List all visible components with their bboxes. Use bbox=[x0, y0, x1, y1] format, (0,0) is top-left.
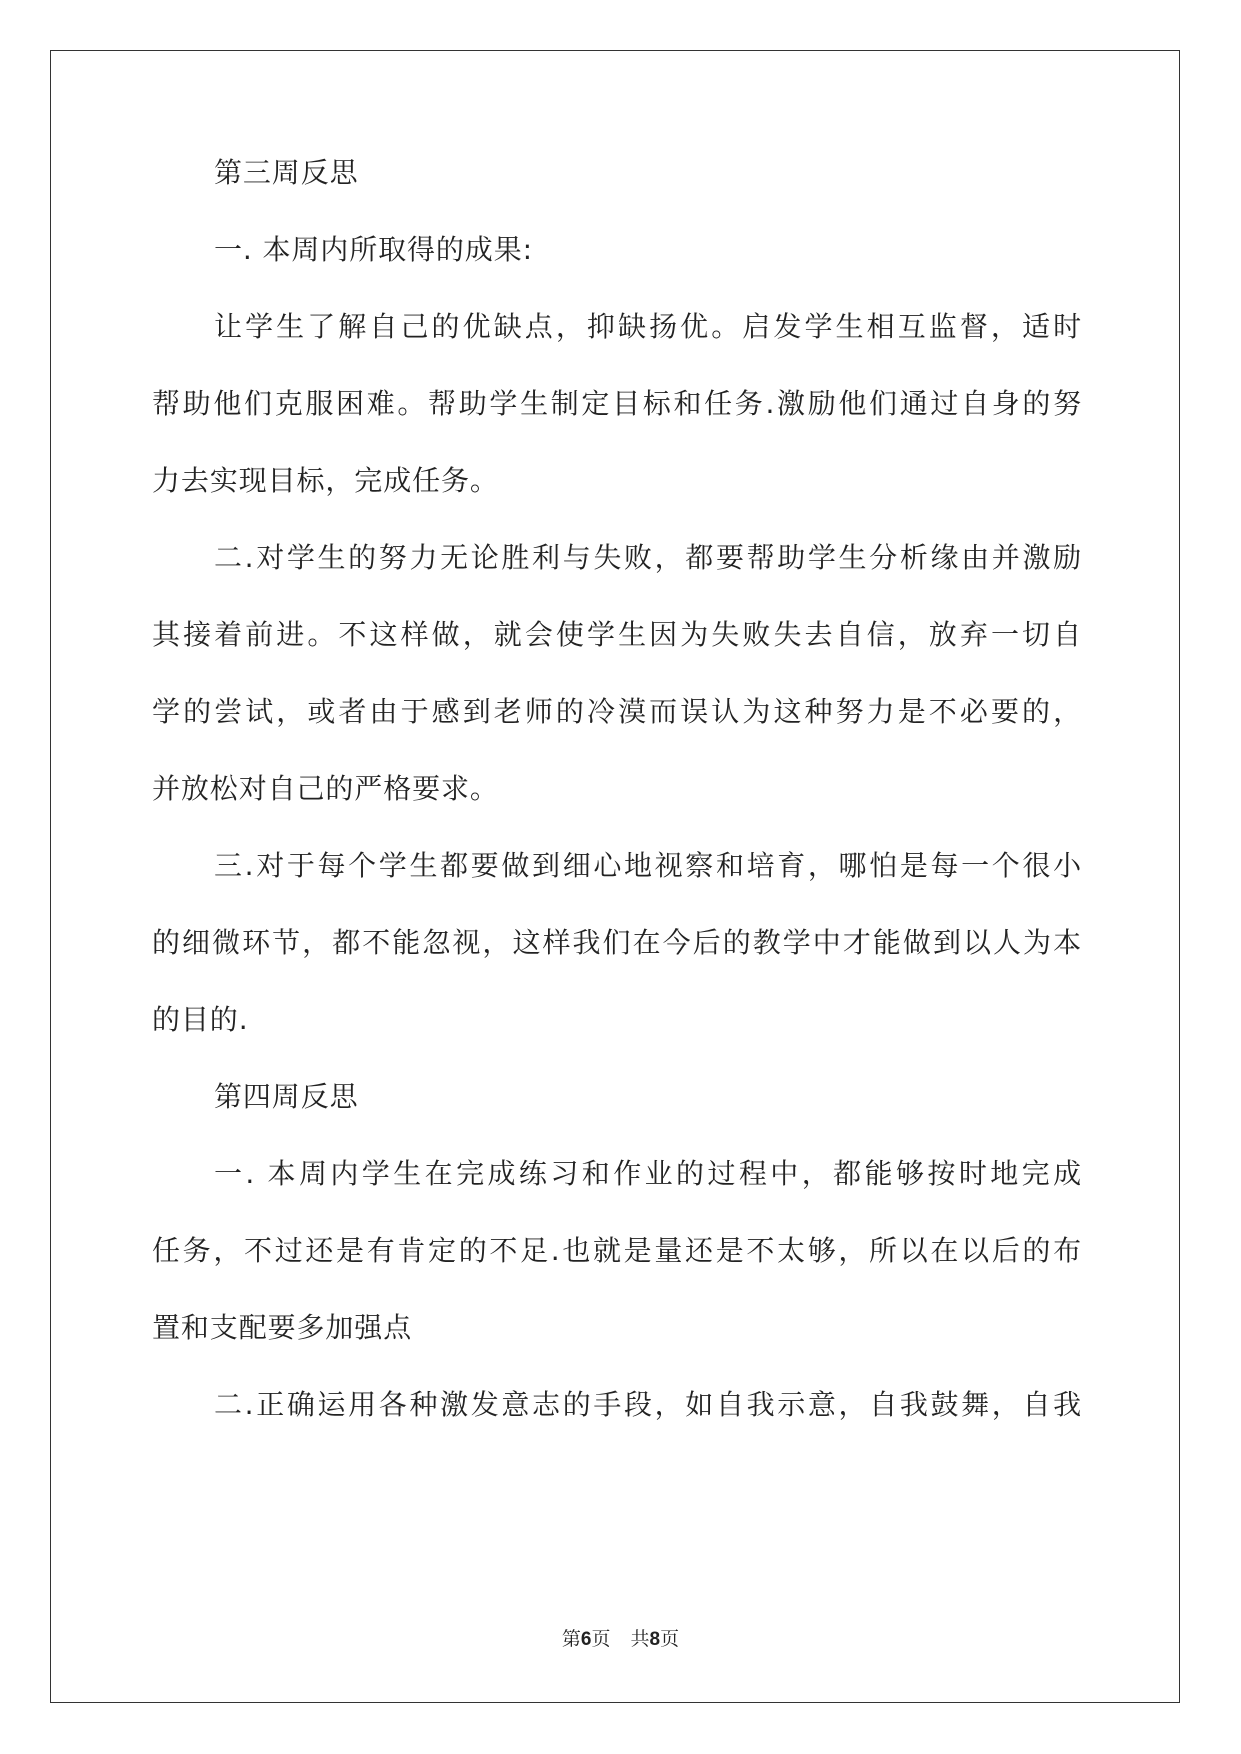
page-suffix: 页 bbox=[591, 1628, 611, 1650]
paragraph-line: 任务，不过还是有肯定的不足.也就是量还是不太够，所以在以后的布 bbox=[152, 1234, 1082, 1267]
total-prefix: 共 bbox=[630, 1628, 650, 1650]
paragraph-line: 帮助他们克服困难。帮助学生制定目标和任务.激励他们通过自身的努 bbox=[152, 387, 1082, 420]
paragraph-line: 的目的. bbox=[152, 1003, 249, 1036]
total-suffix: 页 bbox=[660, 1628, 680, 1650]
page-total: 8 bbox=[649, 1629, 661, 1650]
paragraph-line: 二.正确运用各种激发意志的手段，如自我示意，自我鼓舞，自我 bbox=[214, 1388, 1082, 1421]
paragraph-line: 的细微环节，都不能忽视，这样我们在今后的教学中才能做到以人为本 bbox=[152, 926, 1082, 959]
page-prefix: 第 bbox=[561, 1628, 581, 1650]
paragraph-line: 一. 本周内学生在完成练习和作业的过程中，都能够按时地完成 bbox=[214, 1157, 1082, 1190]
section-heading-week4: 第四周反思 bbox=[214, 1080, 359, 1113]
document-body bbox=[152, 154, 1082, 1463]
paragraph-line: 三.对于每个学生都要做到细心地视察和培育，哪怕是每一个很小 bbox=[214, 849, 1082, 882]
section-heading-week3: 第三周反思 bbox=[214, 156, 359, 189]
paragraph-line: 二.对学生的努力无论胜利与失败，都要帮助学生分析缘由并激励 bbox=[214, 541, 1082, 574]
paragraph-line: 并放松对自己的严格要求。 bbox=[152, 772, 499, 805]
paragraph-line: 力去实现目标，完成任务。 bbox=[152, 464, 499, 497]
paragraph-line: 一. 本周内所取得的成果: bbox=[214, 233, 533, 266]
page-footer bbox=[0, 1627, 1241, 1652]
paragraph-line: 其接着前进。不这样做，就会使学生因为失败失去自信，放弃一切自 bbox=[152, 618, 1082, 651]
paragraph-line: 置和支配要多加强点 bbox=[152, 1311, 413, 1344]
page-current: 6 bbox=[580, 1629, 592, 1650]
paragraph-line: 让学生了解自己的优缺点，抑缺扬优。启发学生相互监督，适时 bbox=[214, 310, 1082, 343]
paragraph-line: 学的尝试，或者由于感到老师的冷漠而误认为这种努力是不必要的， bbox=[152, 695, 1082, 728]
